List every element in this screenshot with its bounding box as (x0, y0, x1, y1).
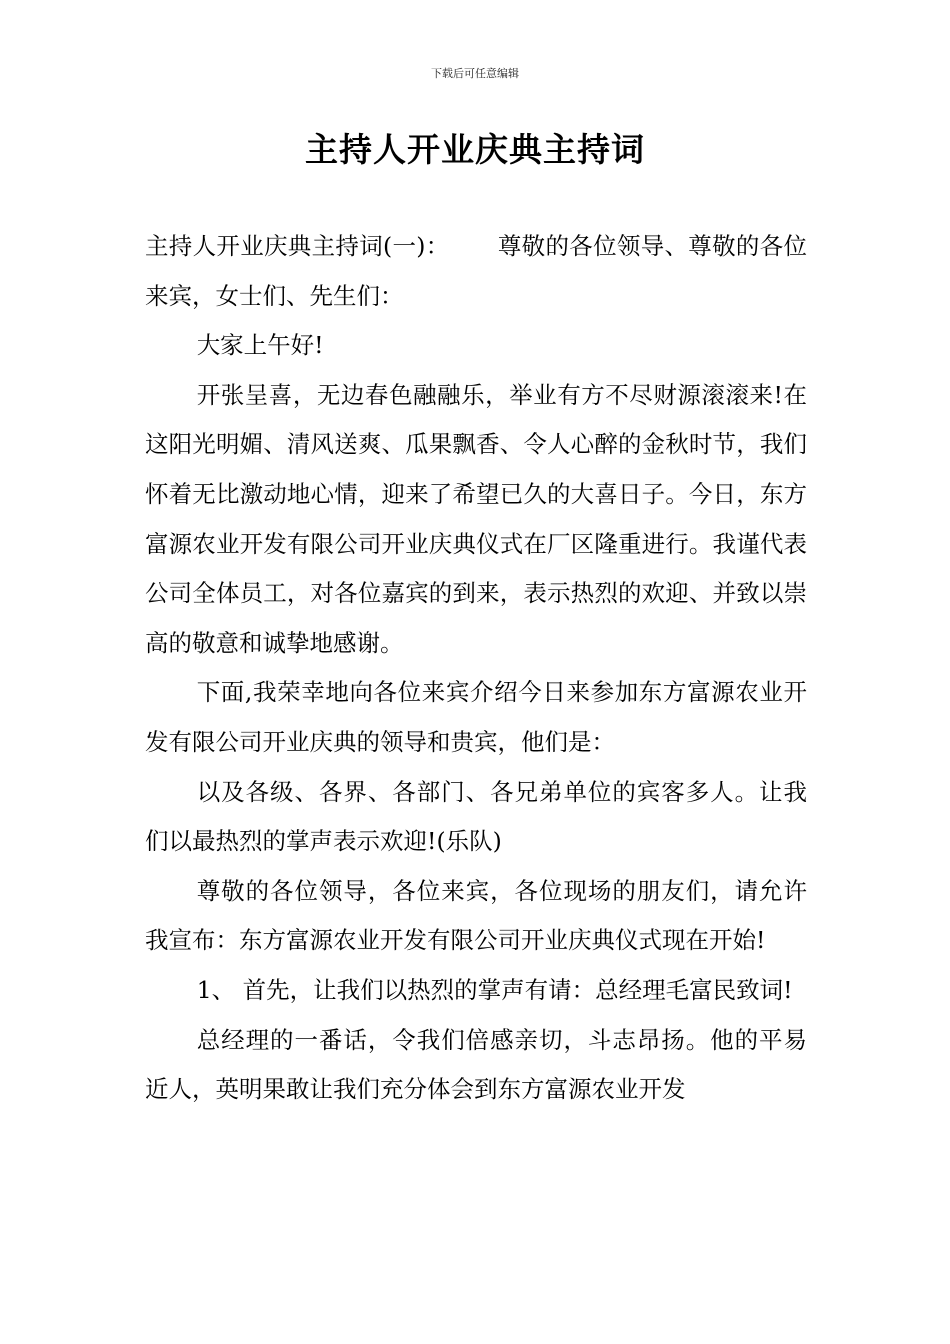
document-body (145, 222, 807, 1115)
paragraph-step-1: 1、 首先，让我们以热烈的掌声有请：总经理毛富民致词! (196, 975, 793, 1004)
paragraph-welcome: 开张呈喜，无边春色融融乐，举业有方不尽财源滚滚来!在这阳光明媚、清风送爽、瓜果飘香、令人心醉的金秋时节，我们怀着无比激动地心情，迎来了希望已久的大喜日子。今日，东方富源农业开发有限公司开业庆典仪式在厂区隆重进行。我谨代表公司全体员工，对各位嘉宾的到来，表示热烈的欢迎、并致以崇高的敬意和诚挚地感谢。 (145, 380, 807, 657)
document-title: 主持人开业庆典主持词 (305, 130, 645, 169)
opening-text: 尊敬的各位领导、尊敬的各位来宾，女士们、先生们： (145, 232, 808, 310)
paragraph-greeting: 大家上午好! (196, 331, 324, 360)
opening-label: 主持人开业庆典主持词(一)： (145, 232, 450, 260)
paragraph-guests: 以及各级、各界、各部门、各兄弟单位的宾客多人。让我们以最热烈的掌声表示欢迎!(乐队) (145, 777, 807, 856)
paragraph-announcement: 尊敬的各位领导，各位来宾，各位现场的朋友们，请允许我宣布：东方富源农业开发有限公司开业庆典仪式现在开始! (145, 876, 807, 955)
paragraph-introduction: 下面,我荣幸地向各位来宾介绍今日来参加东方富源农业开发有限公司开业庆典的领导和贵宾，他们是： (145, 678, 807, 756)
paragraph-opening (145, 222, 807, 321)
header-note: 下载后可任意编辑 (431, 67, 519, 80)
paragraph-praise: 总经理的一番话，令我们倍感亲切，斗志昂扬。他的平易近人，英明果敢让我们充分体会到东方富源农业开发 (145, 1025, 807, 1104)
